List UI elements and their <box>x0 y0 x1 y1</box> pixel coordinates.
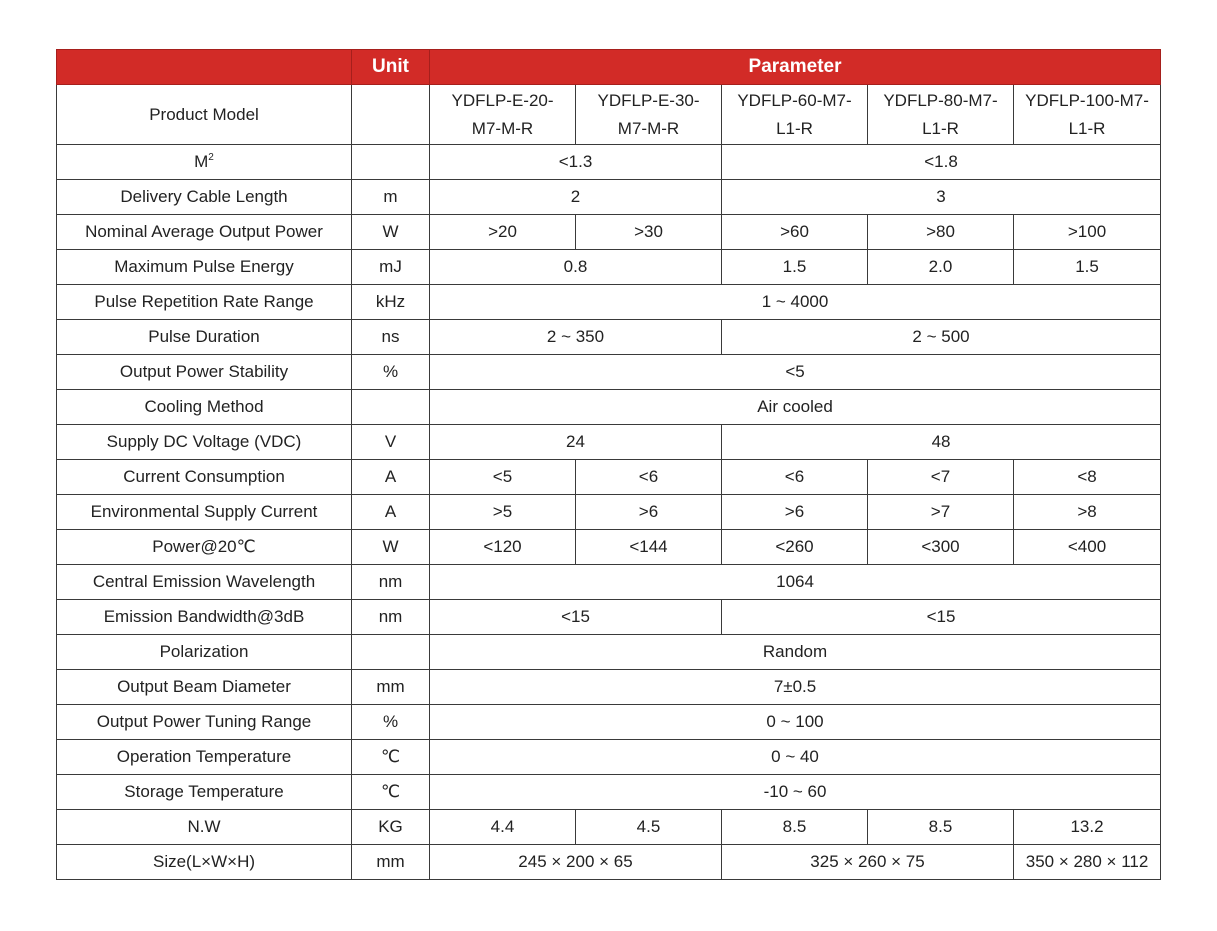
row-label: Cooling Method <box>57 390 352 425</box>
model-cell <box>868 85 1014 145</box>
model-cell <box>722 85 868 145</box>
value-cell: 7±0.5 <box>430 670 1161 705</box>
value-cell: >30 <box>576 215 722 250</box>
model-name-line: YDFLP-E-20- <box>451 90 554 110</box>
value-cell: <5 <box>430 355 1161 390</box>
value-cell: <144 <box>576 530 722 565</box>
value-cell: >20 <box>430 215 576 250</box>
value-cell: >7 <box>868 495 1014 530</box>
spec-row <box>57 495 1161 530</box>
row-label: Size(L×W×H) <box>57 845 352 880</box>
value-cell: >60 <box>722 215 868 250</box>
spec-row <box>57 250 1161 285</box>
row-label: Product Model <box>57 85 352 145</box>
value-cell: 3 <box>722 180 1161 215</box>
row-label: Pulse Repetition Rate Range <box>57 285 352 320</box>
value-cell: >5 <box>430 495 576 530</box>
spec-row <box>57 845 1161 880</box>
row-label: Power@20℃ <box>57 530 352 565</box>
spec-row <box>57 740 1161 775</box>
row-unit: mJ <box>352 250 430 285</box>
row-unit: KG <box>352 810 430 845</box>
row-unit: W <box>352 530 430 565</box>
value-cell: 0.8 <box>430 250 722 285</box>
spec-row <box>57 810 1161 845</box>
row-unit <box>352 85 430 145</box>
row-unit: A <box>352 495 430 530</box>
header-row <box>57 50 1161 85</box>
row-unit: m <box>352 180 430 215</box>
value-cell: 8.5 <box>868 810 1014 845</box>
value-cell: 1 ~ 4000 <box>430 285 1161 320</box>
value-cell: 24 <box>430 425 722 460</box>
value-cell: 1.5 <box>722 250 868 285</box>
row-label: Output Beam Diameter <box>57 670 352 705</box>
value-cell: <8 <box>1014 460 1161 495</box>
model-name-line: YDFLP-E-30- <box>597 90 700 110</box>
value-cell: >8 <box>1014 495 1161 530</box>
row-unit: mm <box>352 670 430 705</box>
spec-row <box>57 355 1161 390</box>
spec-row <box>57 180 1161 215</box>
model-name-line: YDFLP-60-M7- <box>737 90 852 110</box>
row-label: Polarization <box>57 635 352 670</box>
spec-table <box>56 49 1161 880</box>
model-name-line: M7-M-R <box>471 118 534 138</box>
value-cell: 325 × 260 × 75 <box>722 845 1014 880</box>
row-label: Supply DC Voltage (VDC) <box>57 425 352 460</box>
value-cell: <1.3 <box>430 145 722 180</box>
value-cell: <300 <box>868 530 1014 565</box>
value-cell: <15 <box>722 600 1161 635</box>
row-unit: ℃ <box>352 740 430 775</box>
value-cell: 1.5 <box>1014 250 1161 285</box>
row-label: Nominal Average Output Power <box>57 215 352 250</box>
row-unit: % <box>352 355 430 390</box>
row-unit <box>352 145 430 180</box>
spec-row <box>57 775 1161 810</box>
value-cell: 8.5 <box>722 810 868 845</box>
value-cell: >80 <box>868 215 1014 250</box>
spec-row <box>57 600 1161 635</box>
value-cell: <15 <box>430 600 722 635</box>
spec-row <box>57 530 1161 565</box>
model-name-line: YDFLP-100-M7- <box>1025 90 1149 110</box>
value-cell: <7 <box>868 460 1014 495</box>
value-cell: Random <box>430 635 1161 670</box>
row-unit: kHz <box>352 285 430 320</box>
row-unit: mm <box>352 845 430 880</box>
value-cell: 1064 <box>430 565 1161 600</box>
value-cell: 48 <box>722 425 1161 460</box>
spec-row <box>57 705 1161 740</box>
row-label: Maximum Pulse Energy <box>57 250 352 285</box>
value-cell: 0 ~ 100 <box>430 705 1161 740</box>
row-label: Output Power Tuning Range <box>57 705 352 740</box>
model-cell <box>576 85 722 145</box>
row-label: Pulse Duration <box>57 320 352 355</box>
spec-row <box>57 215 1161 250</box>
row-unit <box>352 390 430 425</box>
header-blank-cell <box>57 50 352 85</box>
row-unit: ns <box>352 320 430 355</box>
spec-row <box>57 425 1161 460</box>
row-label: Environmental Supply Current <box>57 495 352 530</box>
row-label: Current Consumption <box>57 460 352 495</box>
value-cell: -10 ~ 60 <box>430 775 1161 810</box>
value-cell: >6 <box>576 495 722 530</box>
value-cell: 350 × 280 × 112 <box>1014 845 1161 880</box>
row-unit: % <box>352 705 430 740</box>
value-cell: 4.4 <box>430 810 576 845</box>
header-parameter: Parameter <box>430 50 1161 85</box>
spec-row <box>57 285 1161 320</box>
row-label: Output Power Stability <box>57 355 352 390</box>
value-cell: 13.2 <box>1014 810 1161 845</box>
m2-label: M <box>194 152 209 171</box>
row-unit: A <box>352 460 430 495</box>
row-label: Delivery Cable Length <box>57 180 352 215</box>
value-cell: <1.8 <box>722 145 1161 180</box>
header-unit: Unit <box>352 50 430 85</box>
value-cell: <400 <box>1014 530 1161 565</box>
value-cell: 4.5 <box>576 810 722 845</box>
m2-superscript: 2 <box>208 152 214 163</box>
row-label: Operation Temperature <box>57 740 352 775</box>
value-cell: >6 <box>722 495 868 530</box>
spec-body <box>57 85 1161 880</box>
row-unit: V <box>352 425 430 460</box>
value-cell: <120 <box>430 530 576 565</box>
product-model-row <box>57 85 1161 145</box>
value-cell: <6 <box>722 460 868 495</box>
row-label <box>57 145 352 180</box>
spec-row <box>57 670 1161 705</box>
model-name-line: YDFLP-80-M7- <box>883 90 998 110</box>
model-name-line: L1-R <box>1068 118 1106 138</box>
row-label: Storage Temperature <box>57 775 352 810</box>
row-label: Central Emission Wavelength <box>57 565 352 600</box>
row-unit <box>352 635 430 670</box>
value-cell: 2 <box>430 180 722 215</box>
value-cell: 0 ~ 40 <box>430 740 1161 775</box>
value-cell: 2 ~ 350 <box>430 320 722 355</box>
spec-row <box>57 565 1161 600</box>
model-name-line: L1-R <box>922 118 959 138</box>
value-cell: Air cooled <box>430 390 1161 425</box>
spec-row <box>57 390 1161 425</box>
row-label: N.W <box>57 810 352 845</box>
row-label: Emission Bandwidth@3dB <box>57 600 352 635</box>
spec-row <box>57 320 1161 355</box>
value-cell: <6 <box>576 460 722 495</box>
row-unit: ℃ <box>352 775 430 810</box>
model-name-line: L1-R <box>776 118 813 138</box>
value-cell: 245 × 200 × 65 <box>430 845 722 880</box>
value-cell: <5 <box>430 460 576 495</box>
row-unit: nm <box>352 565 430 600</box>
model-cell <box>430 85 576 145</box>
value-cell: >100 <box>1014 215 1161 250</box>
value-cell: 2.0 <box>868 250 1014 285</box>
model-cell <box>1014 85 1161 145</box>
spec-row <box>57 460 1161 495</box>
m2-row <box>57 145 1161 180</box>
row-unit: nm <box>352 600 430 635</box>
spec-row <box>57 635 1161 670</box>
model-name-line: M7-M-R <box>617 118 680 138</box>
row-unit: W <box>352 215 430 250</box>
value-cell: 2 ~ 500 <box>722 320 1161 355</box>
value-cell: <260 <box>722 530 868 565</box>
